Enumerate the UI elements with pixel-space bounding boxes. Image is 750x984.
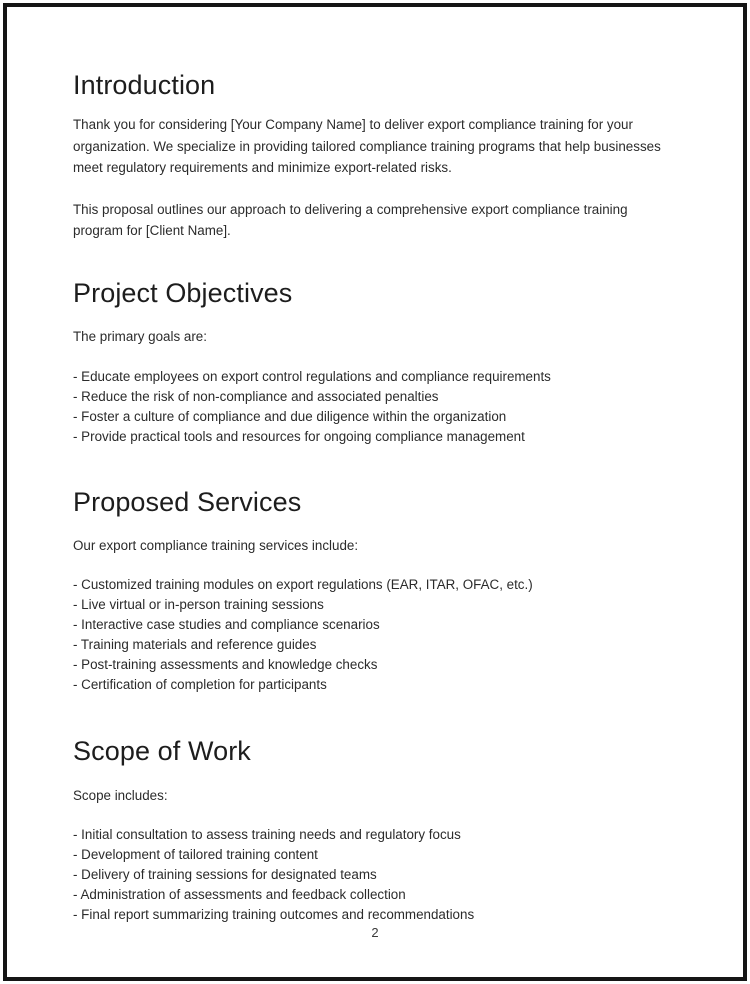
list-item: - Administration of assessments and feedback collection: [73, 887, 406, 903]
scope-of-work-list: [73, 825, 669, 925]
list-item: - Delivery of training sessions for designated teams: [73, 867, 377, 883]
page-canvas: [7, 7, 743, 977]
introduction-paragraph-1: Thank you for considering [Your Company Name] to deliver export compliance training for your organization. We specialize in providing tailored compliance training programs that help businesses meet regulatory requirements and minimize export-related risks.: [73, 117, 661, 176]
project-objectives-list: [73, 367, 669, 447]
section-heading-project-objectives: Project Objectives: [73, 277, 293, 308]
list-item: - Training materials and reference guides: [73, 637, 317, 653]
page-number: 2: [371, 925, 379, 940]
list-item: - Certification of completion for participants: [73, 677, 327, 693]
list-item: - Educate employees on export control regulations and compliance requirements: [73, 368, 551, 384]
list-item: - Interactive case studies and compliance scenarios: [73, 617, 380, 633]
document-content: [73, 70, 669, 925]
scope-of-work-lead: Scope includes:: [73, 787, 168, 803]
proposed-services-list: [73, 575, 669, 695]
proposed-services-lead: Our export compliance training services include:: [73, 537, 359, 553]
section-heading-proposed-services: Proposed Services: [73, 486, 302, 517]
list-item: - Customized training modules on export regulations (EAR, ITAR, OFAC, etc.): [73, 577, 533, 593]
list-item: - Development of tailored training content: [73, 847, 318, 863]
project-objectives-lead: The primary goals are:: [73, 329, 207, 345]
list-item: - Initial consultation to assess training needs and regulatory focus: [73, 827, 461, 843]
list-item: - Post-training assessments and knowledge checks: [73, 657, 378, 673]
list-item: - Reduce the risk of non-compliance and associated penalties: [73, 388, 439, 404]
list-item: - Foster a culture of compliance and due diligence within the organization: [73, 408, 507, 424]
list-item: - Provide practical tools and resources for ongoing compliance management: [73, 428, 525, 444]
section-heading-introduction: Introduction: [73, 70, 216, 100]
introduction-paragraph-2: This proposal outlines our approach to delivering a comprehensive export compliance training program for [Client Name].: [73, 201, 628, 239]
section-heading-scope-of-work: Scope of Work: [73, 736, 251, 767]
list-item: - Final report summarizing training outcomes and recommendations: [73, 907, 475, 923]
list-item: - Live virtual or in-person training sessions: [73, 597, 324, 613]
